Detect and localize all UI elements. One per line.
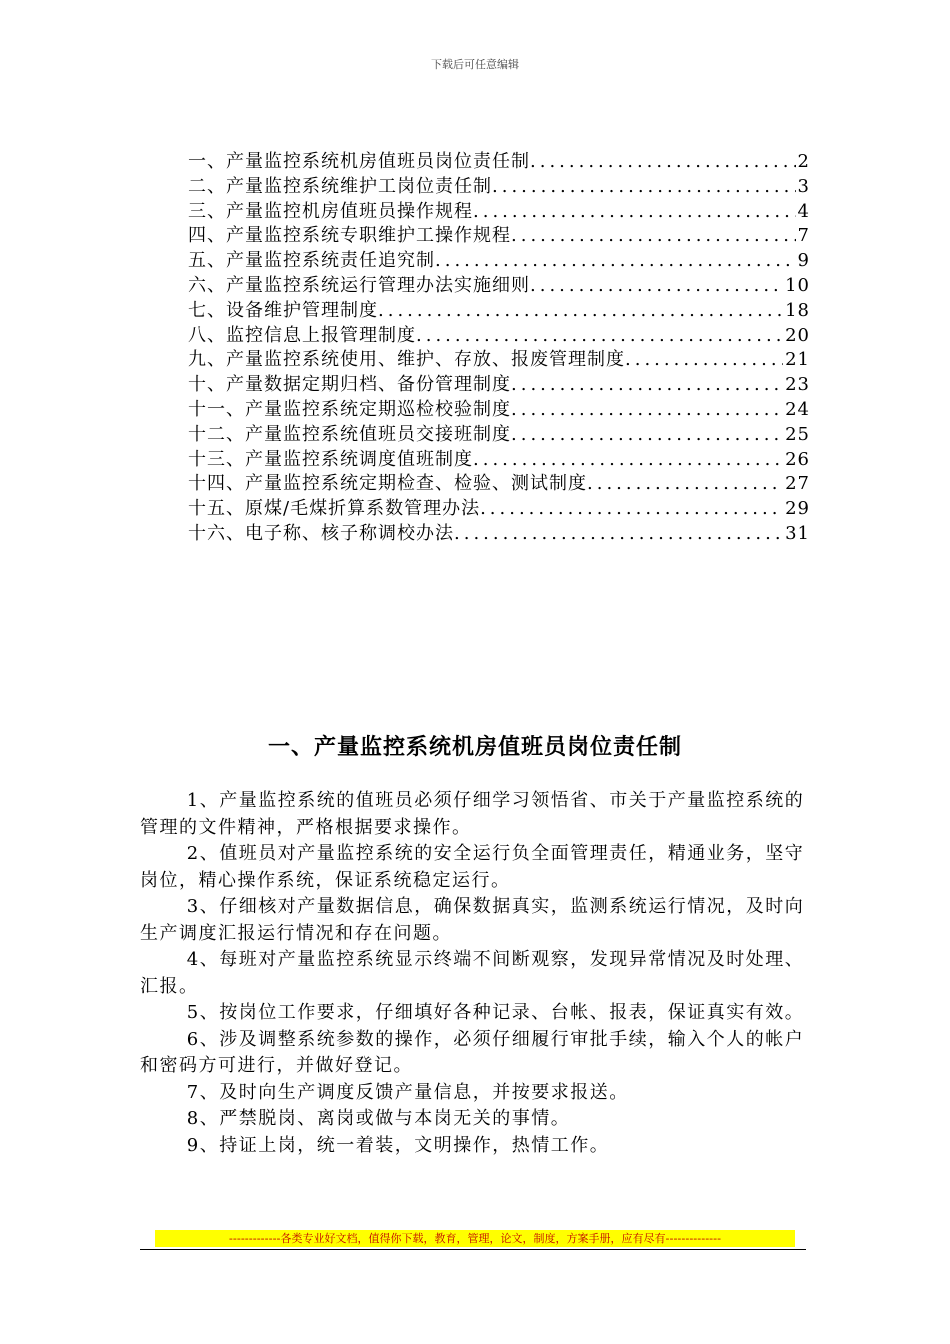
toc-entry-page: 3 [797,175,810,197]
toc-entry[interactable] [188,249,810,274]
toc-leader-dots [480,497,783,522]
toc-entry-title: 四、产量监控系统专职维护工操作规程 [188,225,511,247]
toc-leader-dots [435,249,796,274]
paragraph: 9、持证上岗，统一着装，文明操作，热情工作。 [186,1134,610,1156]
paragraph: 6、涉及调整系统参数的操作，必须仔细履行审批手续，输入个人的帐户和密码方可进行，并做好登记。 [140,1028,805,1076]
toc-leader-dots [530,150,796,175]
toc-entry-page: 7 [797,225,810,247]
paragraph: 2、值班员对产量监控系统的安全运行负全面管理责任，精通业务，坚守岗位，精心操作系统，保证系统稳定运行。 [140,843,805,891]
toc-entry-title: 十四、产量监控系统定期检查、检验、测试制度 [188,473,587,495]
toc-leader-dots [454,522,783,547]
toc-entry-page: 10 [785,274,810,296]
toc-entry[interactable] [188,398,810,423]
toc-entry-page: 31 [785,522,810,544]
toc-leader-dots [492,175,796,200]
section-body [140,788,812,1159]
section-title: 一、产量监控系统机房值班员岗位责任制 [267,735,682,760]
toc-entry-title: 二、产量监控系统维护工岗位责任制 [188,175,492,197]
toc-entry[interactable] [188,150,810,175]
toc-entry-title: 七、设备维护管理制度 [188,299,378,321]
toc-entry-title: 九、产量监控系统使用、维护、存放、报废管理制度 [188,349,625,371]
paragraph: 1、产量监控系统的值班员必须仔细学习领悟省、市关于产量监控系统的管理的文件精神，严格根据要求操作。 [140,790,805,838]
toc-entry-title: 十三、产量监控系统调度值班制度 [188,448,473,470]
toc-entry[interactable] [188,373,810,398]
footer-banner: -------------各类专业好文档，值得你下载，教育，管理，论文，制度，方案手册，应有尽有-------------- [155,1230,795,1247]
toc-leader-dots [511,373,783,398]
toc-entry-title: 一、产量监控系统机房值班员岗位责任制 [188,151,530,172]
toc-entry-title: 三、产量监控机房值班员操作规程 [188,200,473,222]
toc-leader-dots [530,274,783,299]
toc-entry[interactable] [188,472,810,497]
toc-leader-dots [473,200,796,225]
toc-entry-title: 十五、原煤/毛煤折算系数管理办法 [188,498,481,520]
toc-entry-title: 十二、产量监控系统值班员交接班制度 [188,423,511,445]
toc-leader-dots [587,472,783,497]
toc-entry-page: 9 [797,250,810,272]
paragraph: 3、仔细核对产量数据信息，确保数据真实，监测系统运行情况，及时向生产调度汇报运行情况和存在问题。 [140,896,805,944]
toc-entry-page: 24 [785,398,810,420]
toc-entry-title: 十、产量数据定期归档、备份管理制度 [188,374,511,396]
toc-entry[interactable] [188,522,810,547]
toc-entry-title: 十六、电子称、核子称调校办法 [188,522,454,544]
toc-entry-title: 十一、产量监控系统定期巡检校验制度 [188,398,511,420]
toc-entry[interactable] [188,423,810,448]
toc-leader-dots [511,398,783,423]
toc-entry[interactable] [188,175,810,200]
toc-leader-dots [416,324,783,349]
toc-leader-dots [625,348,783,373]
paragraph: 7、及时向生产调度反馈产量信息，并按要求报送。 [186,1081,629,1103]
header-note: 下载后可任意编辑 [431,58,519,71]
toc-entry-page: 2 [797,151,810,172]
toc-entry-page: 23 [785,374,810,396]
toc-leader-dots [378,299,783,324]
toc-leader-dots [511,224,796,249]
toc-entry-page: 21 [785,349,810,371]
toc-entry[interactable] [188,299,810,324]
toc-entry[interactable] [188,274,810,299]
toc-entry[interactable] [188,224,810,249]
toc-leader-dots [473,448,783,473]
toc-entry-page: 29 [785,498,810,520]
toc-entry[interactable] [188,348,810,373]
toc-entry[interactable] [188,324,810,349]
toc-entry[interactable] [188,200,810,225]
toc-entry-page: 4 [797,200,810,222]
toc-entry-page: 26 [785,448,810,470]
paragraph: 4、每班对产量监控系统显示终端不间断观察，发现异常情况及时处理、汇报。 [140,949,805,997]
toc-entry-page: 27 [785,473,810,495]
toc-leader-dots [511,423,783,448]
toc-entry-title: 八、监控信息上报管理制度 [188,324,416,346]
toc-entry-title: 六、产量监控系统运行管理办法实施细则 [188,274,530,296]
toc-entry-page: 25 [785,423,810,445]
paragraph: 8、严禁脱岗、离岗或做与本岗无关的事情。 [186,1108,571,1129]
footer-divider [140,1249,806,1250]
toc-entry-page: 20 [785,324,810,346]
toc-entry[interactable] [188,497,810,522]
toc-entry[interactable] [188,448,810,473]
toc-entry-page: 18 [785,299,810,321]
paragraph: 5、按岗位工作要求，仔细填好各种记录、台帐、报表，保证真实有效。 [186,1002,805,1023]
toc-entry-title: 五、产量监控系统责任追究制 [188,250,435,272]
table-of-contents [188,150,810,547]
